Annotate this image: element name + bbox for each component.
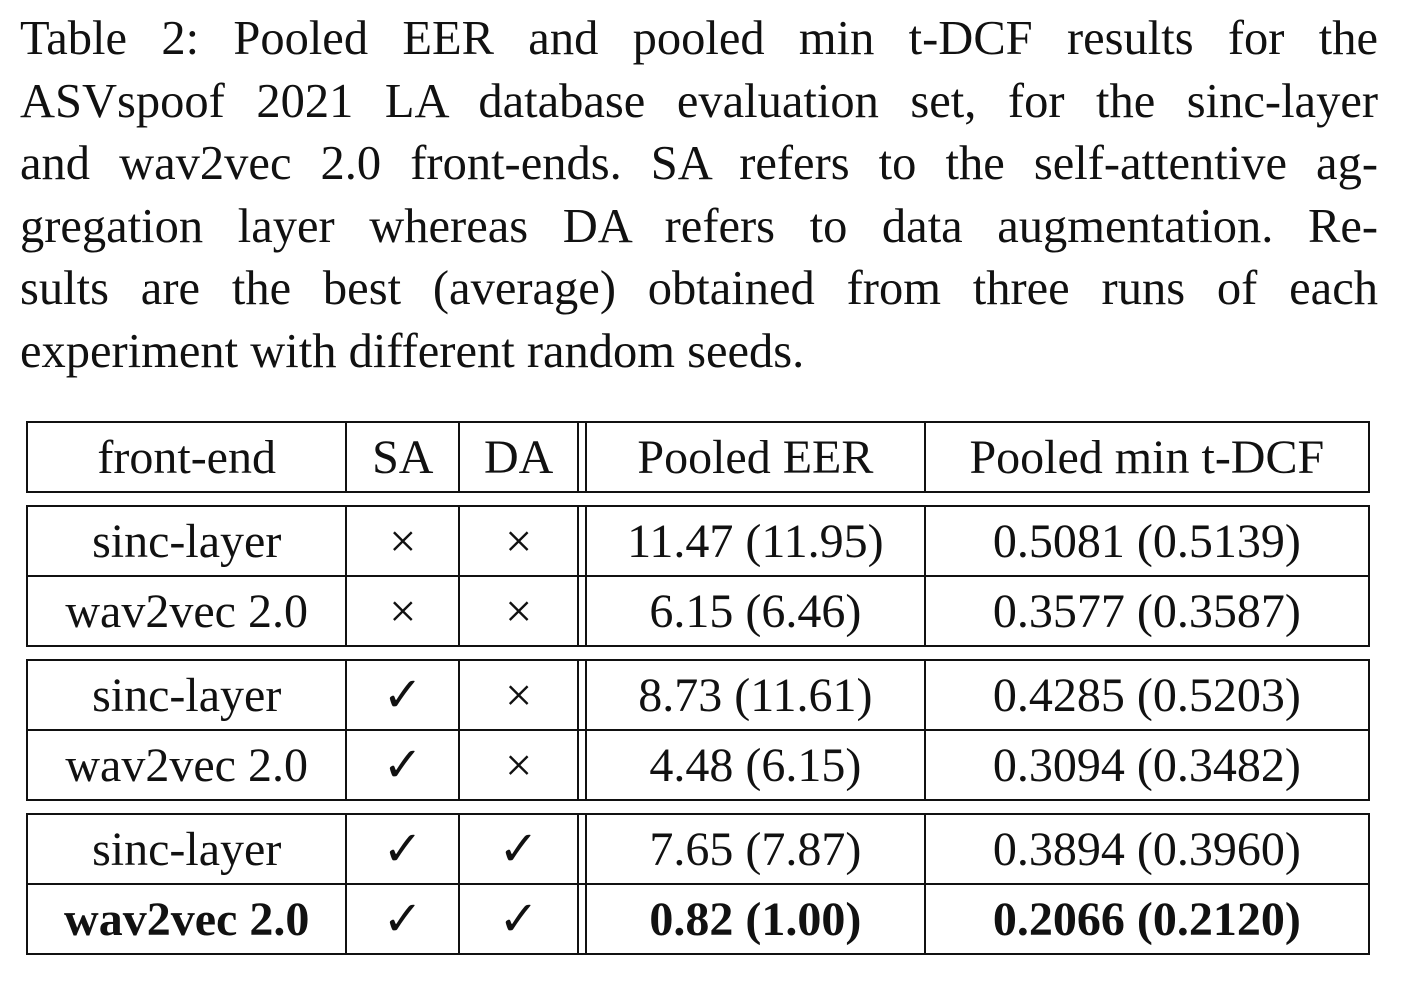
- double-rule: [578, 660, 586, 730]
- double-rule: [578, 814, 586, 884]
- table-row: [27, 576, 1369, 646]
- cell-front-end: wav2vec 2.0: [27, 730, 346, 800]
- cell-pooled-min-tdcf: 0.3577 (0.3587): [925, 576, 1369, 646]
- header-da: DA: [459, 422, 578, 492]
- table-row: [27, 506, 1369, 576]
- cell-pooled-min-tdcf: 0.5081 (0.5139): [925, 506, 1369, 576]
- caption-line: Table 2: Pooled EER and pooled min t-DCF results for the: [20, 12, 1378, 65]
- cell-da: ×: [459, 730, 578, 800]
- table-header-row: [27, 422, 1369, 492]
- cell-pooled-min-tdcf: 0.2066 (0.2120): [925, 884, 1369, 954]
- caption-line: sults are the best (average) obtained from three runs of each: [20, 262, 1378, 315]
- caption-line: gregation layer whereas DA refers to data augmentation. Re-: [20, 199, 1378, 253]
- cell-da: ×: [459, 506, 578, 576]
- header-sa: SA: [346, 422, 459, 492]
- cell-da: ×: [459, 660, 578, 730]
- group-gap: [27, 646, 1369, 660]
- group-gap: [27, 800, 1369, 814]
- cell-pooled-min-tdcf: 0.4285 (0.5203): [925, 660, 1369, 730]
- cell-sa: ✓: [346, 814, 459, 884]
- cell-pooled-eer: 4.48 (6.15): [586, 730, 925, 800]
- cell-pooled-eer: 7.65 (7.87): [586, 814, 925, 884]
- double-rule: [578, 884, 586, 954]
- double-rule: [578, 576, 586, 646]
- caption-line: ASVspoof 2021 LA database evaluation set, for the sinc-layer: [20, 74, 1378, 128]
- caption-line: experiment with different random seeds.: [20, 324, 805, 378]
- group-gap: [27, 492, 1369, 506]
- cell-pooled-eer: 11.47 (11.95): [586, 506, 925, 576]
- cell-front-end: sinc-layer: [27, 660, 346, 730]
- cell-sa: ✓: [346, 884, 459, 954]
- cell-sa: ✓: [346, 730, 459, 800]
- cell-pooled-eer: 6.15 (6.46): [586, 576, 925, 646]
- cell-front-end: sinc-layer: [27, 506, 346, 576]
- header-pooled-min-tdcf: Pooled min t-DCF: [925, 422, 1369, 492]
- double-rule: [578, 422, 586, 492]
- cell-pooled-eer: 0.82 (1.00): [586, 884, 925, 954]
- cell-pooled-min-tdcf: 0.3894 (0.3960): [925, 814, 1369, 884]
- double-rule: [578, 730, 586, 800]
- table-row: [27, 730, 1369, 800]
- cell-sa: ✓: [346, 660, 459, 730]
- header-pooled-eer: Pooled EER: [586, 422, 925, 492]
- caption-line: and wav2vec 2.0 front-ends. SA refers to the self-attentive ag-: [20, 137, 1378, 190]
- double-rule: [578, 506, 586, 576]
- cell-front-end: wav2vec 2.0: [27, 884, 346, 954]
- cell-da: ×: [459, 576, 578, 646]
- cell-sa: ×: [346, 576, 459, 646]
- cell-front-end: wav2vec 2.0: [27, 576, 346, 646]
- cell-da: ✓: [459, 814, 578, 884]
- header-front-end: front-end: [27, 422, 346, 492]
- table-caption: [20, 8, 1378, 383]
- results-table: [26, 421, 1370, 955]
- table-row-best: [27, 884, 1369, 954]
- cell-sa: ×: [346, 506, 459, 576]
- cell-pooled-min-tdcf: 0.3094 (0.3482): [925, 730, 1369, 800]
- table-row: [27, 814, 1369, 884]
- cell-da: ✓: [459, 884, 578, 954]
- cell-pooled-eer: 8.73 (11.61): [586, 660, 925, 730]
- table-row: [27, 660, 1369, 730]
- cell-front-end: sinc-layer: [27, 814, 346, 884]
